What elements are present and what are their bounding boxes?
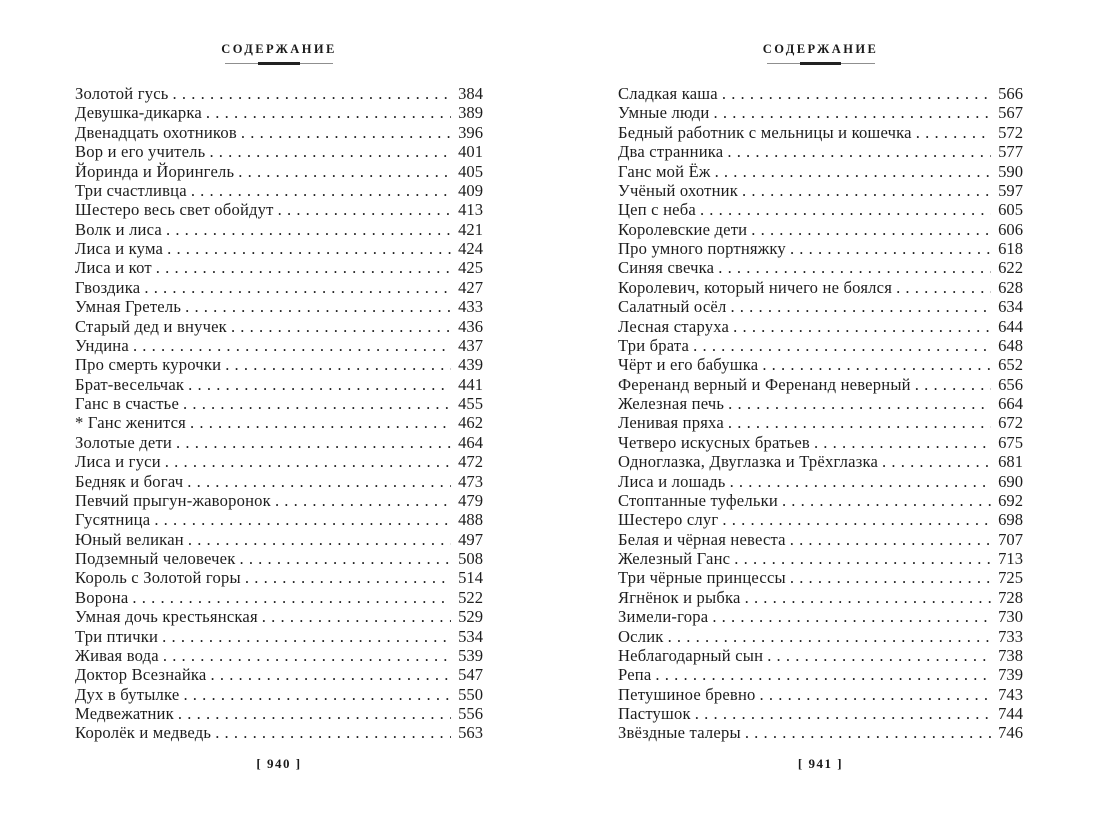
toc-entry bbox=[75, 200, 483, 219]
toc-entry-title: Медвежатник bbox=[75, 704, 174, 723]
toc-entry bbox=[618, 142, 1023, 161]
toc-entry-title: Доктор Всезнайка bbox=[75, 665, 207, 685]
dot-leader bbox=[231, 317, 451, 337]
toc-entry-page-number: 384 bbox=[458, 84, 483, 103]
dot-leader bbox=[211, 665, 452, 685]
toc-entry-title: Пастушок bbox=[618, 704, 691, 723]
toc-entry bbox=[75, 123, 483, 142]
toc-entry bbox=[618, 258, 1023, 277]
toc-entry bbox=[618, 627, 1023, 646]
dot-leader bbox=[183, 394, 451, 414]
toc-entry-title: Четверо искусных братьев bbox=[618, 432, 810, 452]
page-number-footer: [ 941 ] bbox=[797, 756, 844, 771]
dot-leader bbox=[225, 355, 451, 375]
toc-list bbox=[75, 84, 483, 743]
toc-entry-title: Железная печь bbox=[618, 394, 725, 413]
dot-leader bbox=[167, 239, 451, 259]
toc-entry bbox=[75, 433, 483, 452]
toc-entry-title: Волк и лиса bbox=[75, 219, 162, 239]
toc-entry bbox=[618, 568, 1023, 587]
toc-entry-title: Чёрт и его бабушка bbox=[618, 355, 759, 375]
toc-entry-page-number: 738 bbox=[998, 645, 1023, 665]
toc-entry bbox=[75, 627, 483, 646]
toc-entry bbox=[618, 220, 1023, 239]
toc-entry bbox=[618, 413, 1023, 432]
heading-rule bbox=[767, 62, 875, 65]
toc-entry bbox=[618, 375, 1023, 394]
toc-entry-page-number: 437 bbox=[458, 335, 483, 355]
toc-entry bbox=[618, 162, 1023, 181]
toc-entry-page-number: 421 bbox=[458, 219, 483, 239]
toc-entry-page-number: 606 bbox=[998, 219, 1023, 239]
toc-entry bbox=[75, 491, 483, 510]
toc-entry-page-number: 547 bbox=[458, 665, 483, 685]
contents-heading-text: СОДЕРЖАНИЕ bbox=[762, 42, 879, 56]
toc-entry-title: Шестеро слуг bbox=[618, 510, 719, 530]
toc-entry-title: Девушка-дикарка bbox=[75, 103, 202, 123]
toc-entry bbox=[618, 588, 1023, 607]
toc-entry-page-number: 730 bbox=[998, 607, 1023, 627]
dot-leader bbox=[695, 704, 991, 724]
toc-entry-page-number: 634 bbox=[998, 297, 1023, 317]
toc-entry-page-number: 656 bbox=[998, 374, 1023, 394]
toc-entry-page-number: 644 bbox=[998, 316, 1023, 336]
toc-entry-title: Король с Золотой горы bbox=[75, 568, 241, 588]
toc-entry bbox=[75, 394, 483, 413]
dot-leader bbox=[722, 84, 991, 104]
dot-leader bbox=[712, 607, 991, 627]
toc-entry-page-number: 681 bbox=[998, 452, 1023, 472]
toc-entry bbox=[75, 162, 483, 181]
toc-entry-title: Ягнёнок и рыбка bbox=[618, 587, 741, 607]
toc-entry-title: Учёный охотник bbox=[618, 180, 739, 200]
toc-entry bbox=[75, 220, 483, 239]
toc-entry-title: Королёк и медведь bbox=[75, 723, 212, 743]
toc-entry bbox=[618, 549, 1023, 568]
toc-entry-page-number: 652 bbox=[998, 355, 1023, 375]
dot-leader bbox=[154, 510, 451, 530]
toc-entry bbox=[75, 704, 483, 723]
toc-entry-page-number: 744 bbox=[998, 704, 1023, 723]
toc-entry-title: Умная дочь крестьянская bbox=[75, 607, 258, 627]
toc-entry-title: Брат-весельчак bbox=[75, 374, 185, 394]
toc-entry-title: Вор и его учитель bbox=[75, 142, 206, 162]
toc-entry bbox=[75, 181, 483, 200]
toc-entry-title: Лиса и кума bbox=[75, 239, 164, 258]
toc-entry-page-number: 396 bbox=[458, 122, 483, 142]
toc-entry-page-number: 427 bbox=[458, 277, 483, 297]
toc-entry-page-number: 618 bbox=[998, 239, 1023, 258]
toc-entry-title: Про смерть курочки bbox=[75, 355, 222, 375]
toc-entry-title: Зимели-гора bbox=[618, 607, 709, 627]
toc-entry bbox=[618, 704, 1023, 723]
toc-entry-title: Белая и чёрная невеста bbox=[618, 529, 786, 549]
toc-entry bbox=[618, 723, 1023, 742]
toc-entry bbox=[618, 355, 1023, 374]
toc-entry-title: Лиса и гуси bbox=[75, 452, 161, 472]
toc-entry-title: * Ганс женится bbox=[75, 413, 187, 433]
toc-entry-page-number: 597 bbox=[998, 180, 1023, 200]
toc-entry-title: Старый дед и внучек bbox=[75, 316, 227, 336]
dot-leader bbox=[132, 588, 451, 608]
toc-entry-title: Неблагодарный сын bbox=[618, 645, 764, 665]
dot-leader bbox=[262, 607, 451, 627]
toc-entry bbox=[75, 530, 483, 549]
dot-leader bbox=[733, 317, 991, 337]
toc-entry bbox=[75, 568, 483, 587]
dot-leader bbox=[718, 258, 991, 278]
toc-entry-page-number: 733 bbox=[998, 626, 1023, 646]
toc-entry bbox=[618, 472, 1023, 491]
toc-entry-page-number: 436 bbox=[458, 316, 483, 336]
toc-entry bbox=[618, 530, 1023, 549]
toc-entry-title: Певчий прыгун-жаворонок bbox=[75, 490, 271, 510]
dot-leader bbox=[916, 123, 991, 143]
toc-entry-page-number: 648 bbox=[998, 335, 1023, 355]
toc-entry-title: Ослик bbox=[618, 626, 664, 646]
toc-entry-page-number: 473 bbox=[458, 471, 483, 491]
dot-leader bbox=[238, 162, 451, 182]
toc-entry bbox=[618, 394, 1023, 413]
toc-entry bbox=[75, 723, 483, 742]
toc-entry bbox=[618, 491, 1023, 510]
toc-entry bbox=[618, 336, 1023, 355]
dot-leader bbox=[915, 375, 991, 395]
dot-leader bbox=[714, 103, 992, 123]
toc-entry-page-number: 713 bbox=[998, 549, 1023, 568]
dot-leader bbox=[790, 239, 991, 259]
toc-entry bbox=[618, 123, 1023, 142]
dot-leader bbox=[734, 549, 991, 569]
toc-entry-page-number: 462 bbox=[458, 413, 483, 433]
dot-leader bbox=[188, 375, 451, 395]
toc-entry-page-number: 464 bbox=[458, 432, 483, 452]
toc-entry-page-number: 628 bbox=[998, 277, 1023, 297]
toc-entry-title: Золотые дети bbox=[75, 432, 173, 452]
toc-entry-title: Ленивая пряха bbox=[618, 413, 724, 433]
dot-leader bbox=[245, 568, 451, 588]
contents-heading bbox=[618, 40, 1023, 65]
toc-entry-page-number: 534 bbox=[458, 626, 483, 646]
toc-entry-title: Золотой гусь bbox=[75, 84, 169, 103]
toc-entry-page-number: 433 bbox=[458, 297, 483, 317]
toc-entry-title: Сладкая каша bbox=[618, 84, 718, 103]
dot-leader bbox=[790, 530, 991, 550]
dot-leader bbox=[655, 665, 991, 685]
toc-entry-title: Три брата bbox=[618, 335, 690, 355]
toc-entry-title: Синяя свечка bbox=[618, 258, 715, 278]
toc-entry bbox=[75, 239, 483, 258]
toc-entry-title: Ундина bbox=[75, 335, 129, 355]
toc-entry-title: Ворона bbox=[75, 587, 129, 607]
toc-entry bbox=[75, 142, 483, 161]
toc-entry-title: Юный великан bbox=[75, 529, 184, 549]
toc-page-right bbox=[618, 40, 1023, 800]
toc-entry bbox=[618, 239, 1023, 258]
dot-leader bbox=[745, 588, 991, 608]
dot-leader bbox=[727, 142, 991, 162]
dot-leader bbox=[730, 472, 991, 492]
toc-entry-page-number: 563 bbox=[458, 723, 483, 743]
toc-entry-title: Лиса и лошадь bbox=[618, 471, 726, 491]
toc-entry-page-number: 550 bbox=[458, 684, 483, 704]
toc-entry-title: Ференанд верный и Ференанд неверный bbox=[618, 374, 911, 394]
toc-entry-page-number: 389 bbox=[458, 103, 483, 123]
toc-entry bbox=[75, 297, 483, 316]
toc-entry bbox=[75, 278, 483, 297]
toc-entry bbox=[618, 103, 1023, 122]
toc-entry bbox=[618, 452, 1023, 471]
toc-entry-page-number: 572 bbox=[998, 122, 1023, 142]
toc-entry-page-number: 743 bbox=[998, 684, 1023, 704]
toc-entry-page-number: 488 bbox=[458, 510, 483, 530]
heading-rule bbox=[225, 62, 333, 65]
toc-entry-page-number: 529 bbox=[458, 607, 483, 627]
toc-entry bbox=[75, 685, 483, 704]
toc-entry-title: Стоптанные туфельки bbox=[618, 490, 778, 510]
heading-rule-thick-segment bbox=[258, 62, 299, 65]
toc-entry-page-number: 401 bbox=[458, 142, 483, 162]
dot-leader bbox=[742, 181, 991, 201]
dot-leader bbox=[144, 278, 451, 298]
toc-entry-title: Королевич, который ничего не боялся bbox=[618, 277, 893, 297]
toc-entry bbox=[618, 607, 1023, 626]
dot-leader bbox=[762, 355, 991, 375]
toc-entry-title: Одноглазка, Двуглазка и Трёхглазка bbox=[618, 452, 879, 472]
toc-entry-page-number: 605 bbox=[998, 200, 1023, 220]
toc-entry-title: Ганс в счастье bbox=[75, 394, 180, 413]
toc-entry-page-number: 539 bbox=[458, 645, 483, 665]
dot-leader bbox=[278, 200, 451, 220]
toc-entry bbox=[75, 336, 483, 355]
toc-entry bbox=[618, 84, 1023, 103]
toc-entry-title: Королевские дети bbox=[618, 219, 748, 239]
dot-leader bbox=[239, 549, 451, 569]
toc-entry-page-number: 577 bbox=[998, 142, 1023, 162]
toc-entry-page-number: 692 bbox=[998, 490, 1023, 510]
dot-leader bbox=[693, 336, 991, 356]
toc-entry-page-number: 409 bbox=[458, 180, 483, 200]
toc-entry bbox=[75, 452, 483, 471]
toc-entry bbox=[75, 665, 483, 684]
toc-entry-title: Лесная старуха bbox=[618, 316, 730, 336]
dot-leader bbox=[133, 336, 451, 356]
toc-entry-page-number: 725 bbox=[998, 568, 1023, 588]
toc-entry bbox=[75, 84, 483, 103]
toc-entry-title: Умные люди bbox=[618, 103, 710, 123]
dot-leader bbox=[178, 704, 451, 724]
toc-entry bbox=[618, 510, 1023, 529]
toc-entry-page-number: 728 bbox=[998, 587, 1023, 607]
dot-leader bbox=[700, 200, 991, 220]
toc-entry-title: Три чёрные принцессы bbox=[618, 568, 786, 588]
toc-entry-title: Живая вода bbox=[75, 645, 159, 665]
dot-leader bbox=[166, 220, 451, 240]
dot-leader bbox=[191, 181, 451, 201]
toc-entry bbox=[75, 607, 483, 626]
dot-leader bbox=[162, 627, 451, 647]
toc-entry-page-number: 455 bbox=[458, 394, 483, 413]
toc-entry bbox=[75, 549, 483, 568]
toc-entry bbox=[618, 181, 1023, 200]
toc-entry bbox=[75, 646, 483, 665]
toc-entry-title: Бедняк и богач bbox=[75, 471, 184, 491]
toc-entry bbox=[618, 433, 1023, 452]
toc-entry bbox=[75, 588, 483, 607]
toc-entry-title: Умная Гретель bbox=[75, 297, 182, 317]
dot-leader bbox=[730, 297, 991, 317]
dot-leader bbox=[206, 103, 451, 123]
toc-entry-page-number: 664 bbox=[998, 394, 1023, 413]
dot-leader bbox=[760, 685, 991, 705]
toc-entry-page-number: 746 bbox=[998, 723, 1023, 743]
dot-leader bbox=[668, 627, 991, 647]
toc-entry bbox=[75, 375, 483, 394]
dot-leader bbox=[187, 472, 451, 492]
dot-leader bbox=[163, 646, 451, 666]
toc-entry-page-number: 622 bbox=[998, 258, 1023, 278]
dot-leader bbox=[782, 491, 991, 511]
dot-leader bbox=[814, 433, 991, 453]
toc-entry-page-number: 405 bbox=[458, 161, 483, 181]
toc-entry-page-number: 497 bbox=[458, 529, 483, 549]
dot-leader bbox=[745, 723, 991, 743]
toc-entry-page-number: 567 bbox=[998, 103, 1023, 123]
toc-entry bbox=[618, 297, 1023, 316]
dot-leader bbox=[165, 452, 451, 472]
toc-entry-title: Двенадцать охотников bbox=[75, 122, 237, 142]
dot-leader bbox=[241, 123, 451, 143]
toc-entry bbox=[75, 510, 483, 529]
toc-entry-title: Подземный человечек bbox=[75, 549, 236, 568]
toc-entry bbox=[618, 317, 1023, 336]
toc-entry bbox=[618, 646, 1023, 665]
dot-leader bbox=[790, 568, 991, 588]
toc-entry-page-number: 556 bbox=[458, 704, 483, 723]
contents-heading bbox=[75, 40, 483, 65]
toc-entry-title: Шестеро весь свет обойдут bbox=[75, 200, 274, 220]
toc-entry-page-number: 424 bbox=[458, 239, 483, 258]
dot-leader bbox=[728, 394, 991, 414]
toc-entry-title: Три птички bbox=[75, 626, 159, 646]
toc-entry-title: Петушиное бревно bbox=[618, 684, 756, 704]
toc-entry-page-number: 690 bbox=[998, 471, 1023, 491]
toc-entry bbox=[75, 355, 483, 374]
dot-leader bbox=[190, 413, 451, 433]
toc-entry-title: Лиса и кот bbox=[75, 258, 152, 278]
toc-entry-title: Три счастливца bbox=[75, 180, 187, 200]
toc-entry-page-number: 514 bbox=[458, 568, 483, 588]
dot-leader bbox=[728, 413, 991, 433]
toc-entry-page-number: 425 bbox=[458, 258, 483, 278]
dot-leader bbox=[751, 220, 991, 240]
toc-entry-page-number: 413 bbox=[458, 200, 483, 220]
dot-leader bbox=[767, 646, 991, 666]
toc-entry-title: Ганс мой Ёж bbox=[618, 161, 711, 181]
dot-leader bbox=[715, 162, 991, 182]
toc-list bbox=[618, 84, 1023, 743]
dot-leader bbox=[722, 510, 991, 530]
toc-entry-title: Звёздные талеры bbox=[618, 723, 741, 743]
toc-entry-title: Бедный работник с мельницы и кошечка bbox=[618, 122, 912, 142]
toc-entry-title: Дух в бутылке bbox=[75, 684, 180, 704]
dot-leader bbox=[896, 278, 991, 298]
toc-entry-page-number: 439 bbox=[458, 355, 483, 375]
dot-leader bbox=[176, 433, 451, 453]
dot-leader bbox=[882, 452, 991, 472]
dot-leader bbox=[185, 297, 451, 317]
page-number-footer: [ 940 ] bbox=[256, 756, 302, 771]
dot-leader bbox=[183, 685, 451, 705]
toc-page-left bbox=[75, 40, 483, 800]
toc-entry-title: Два странника bbox=[618, 142, 724, 162]
dot-leader bbox=[156, 258, 451, 278]
toc-entry bbox=[75, 258, 483, 277]
toc-entry bbox=[75, 413, 483, 432]
toc-entry-page-number: 739 bbox=[998, 665, 1023, 685]
toc-entry bbox=[618, 665, 1023, 684]
dot-leader bbox=[275, 491, 451, 511]
toc-entry-title: Цеп с неба bbox=[618, 200, 696, 220]
toc-entry-page-number: 590 bbox=[998, 161, 1023, 181]
toc-entry-page-number: 522 bbox=[458, 587, 483, 607]
toc-entry bbox=[618, 278, 1023, 297]
toc-entry bbox=[75, 317, 483, 336]
dot-leader bbox=[209, 142, 451, 162]
toc-entry-page-number: 472 bbox=[458, 452, 483, 472]
toc-entry bbox=[75, 472, 483, 491]
dot-leader bbox=[173, 84, 451, 104]
heading-rule-thick-segment bbox=[800, 62, 841, 65]
toc-entry-page-number: 566 bbox=[998, 84, 1023, 103]
toc-entry-page-number: 675 bbox=[998, 432, 1023, 452]
toc-entry-page-number: 672 bbox=[998, 413, 1023, 433]
contents-heading-text: СОДЕРЖАНИЕ bbox=[221, 42, 337, 56]
toc-entry-page-number: 707 bbox=[998, 529, 1023, 549]
toc-entry-title: Йоринда и Йорингель bbox=[75, 161, 235, 181]
toc-entry-page-number: 479 bbox=[458, 490, 483, 510]
dot-leader bbox=[188, 530, 451, 550]
toc-entry-page-number: 441 bbox=[458, 374, 483, 394]
toc-entry-title: Салатный осёл bbox=[618, 297, 727, 317]
toc-entry bbox=[75, 103, 483, 122]
toc-entry-page-number: 698 bbox=[998, 510, 1023, 530]
toc-entry-title: Железный Ганс bbox=[618, 549, 731, 568]
toc-entry-page-number: 508 bbox=[458, 549, 483, 568]
dot-leader bbox=[215, 723, 451, 743]
toc-entry-title: Гвоздика bbox=[75, 277, 141, 297]
toc-entry-title: Про умного портняжку bbox=[618, 239, 786, 258]
toc-entry bbox=[618, 200, 1023, 219]
toc-entry-title: Гусятница bbox=[75, 510, 151, 530]
toc-entry-title: Репа bbox=[618, 665, 652, 685]
toc-entry bbox=[618, 685, 1023, 704]
